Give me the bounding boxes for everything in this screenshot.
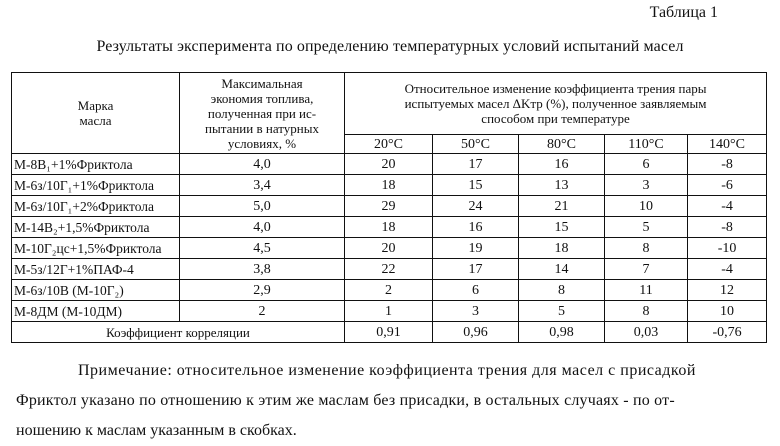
value-cell: 20 [345, 238, 433, 259]
value-cell: 15 [519, 217, 605, 238]
oil-brand: М-5з/12Г+1%ПАФ-4 [12, 259, 180, 280]
header-temp-50: 50°C [433, 135, 519, 154]
oil-brand: М-6з/10Г₁+2%Фриктола [12, 196, 180, 217]
table-row [12, 301, 767, 322]
fuel-economy: 5,0 [180, 196, 345, 217]
fuel-economy: 3,8 [180, 259, 345, 280]
value-cell: -10 [688, 238, 767, 259]
value-cell: 10 [605, 196, 688, 217]
header-temp-80: 80°C [519, 135, 605, 154]
value-cell: 11 [605, 280, 688, 301]
fuel-economy: 4,0 [180, 217, 345, 238]
table-row [12, 280, 767, 301]
correlation-value: 0,96 [433, 322, 519, 343]
table-row [12, 175, 767, 196]
oil-brand: М-6з/10Г₁+1%Фриктола [12, 175, 180, 196]
value-cell: 8 [605, 301, 688, 322]
table-row [12, 154, 767, 175]
value-cell: -8 [688, 154, 767, 175]
fuel-economy: 4,5 [180, 238, 345, 259]
oil-brand: М-6з/10В (М-10Г₂) [12, 280, 180, 301]
value-cell: 21 [519, 196, 605, 217]
value-cell: -4 [688, 259, 767, 280]
correlation-value: 0,03 [605, 322, 688, 343]
results-table [11, 72, 767, 343]
value-cell: 1 [345, 301, 433, 322]
header-temp-110: 110°C [605, 135, 688, 154]
correlation-row [12, 322, 767, 343]
value-cell: 17 [433, 154, 519, 175]
value-cell: 5 [605, 217, 688, 238]
value-cell: 3 [605, 175, 688, 196]
fuel-economy: 4,0 [180, 154, 345, 175]
value-cell: 5 [519, 301, 605, 322]
value-cell: 14 [519, 259, 605, 280]
correlation-value: 0,91 [345, 322, 433, 343]
fuel-economy: 3,4 [180, 175, 345, 196]
table-number: Таблица 1 [649, 4, 718, 21]
header-brand: Марка масла [12, 73, 180, 154]
fuel-economy: 2,9 [180, 280, 345, 301]
value-cell: 17 [433, 259, 519, 280]
value-cell: 18 [519, 238, 605, 259]
value-cell: 12 [688, 280, 767, 301]
value-cell: 13 [519, 175, 605, 196]
table-row [12, 196, 767, 217]
value-cell: 10 [688, 301, 767, 322]
header-relative-change: Относительное изменение коэффициента трения пары испытуемых масел ΔKтр (%), полученное заявляемым способом при температуре [345, 73, 767, 135]
value-cell: 8 [605, 238, 688, 259]
value-cell: 18 [345, 217, 433, 238]
value-cell: 3 [433, 301, 519, 322]
value-cell: 29 [345, 196, 433, 217]
note-line: Примечание: относительное изменение коэффициента трения для масел с присадкой [78, 362, 696, 379]
value-cell: 18 [345, 175, 433, 196]
oil-brand: М-8ДМ (М-10ДМ) [12, 301, 180, 322]
value-cell: 6 [605, 154, 688, 175]
header-temp-140: 140°C [688, 135, 767, 154]
value-cell: 2 [345, 280, 433, 301]
note-line: Фриктол указано по отношению к этим же маслам без присадки, в остальных случаях - по от- [16, 392, 675, 409]
header-temp-20: 20°C [345, 135, 433, 154]
value-cell: 16 [519, 154, 605, 175]
value-cell: 8 [519, 280, 605, 301]
table-title: Результаты эксперимента по определению температурных условий испытаний масел [96, 38, 684, 55]
note-line: ношению к маслам указанным в скобках. [16, 422, 297, 439]
oil-brand: М-14В₂+1,5%Фриктола [12, 217, 180, 238]
value-cell: 22 [345, 259, 433, 280]
table-note [16, 356, 768, 446]
oil-brand: М-10Г₂цс+1,5%Фриктола [12, 238, 180, 259]
value-cell: -6 [688, 175, 767, 196]
value-cell: 19 [433, 238, 519, 259]
oil-brand: М-8В₁+1%Фриктола [12, 154, 180, 175]
value-cell: 7 [605, 259, 688, 280]
value-cell: 15 [433, 175, 519, 196]
value-cell: 6 [433, 280, 519, 301]
correlation-value: 0,98 [519, 322, 605, 343]
correlation-value: -0,76 [688, 322, 767, 343]
table-row [12, 238, 767, 259]
header-economy: Максимальная экономия топлива, полученная при ис- пытании в натурных условиях, % [180, 73, 345, 154]
value-cell: 24 [433, 196, 519, 217]
value-cell: -8 [688, 217, 767, 238]
value-cell: -4 [688, 196, 767, 217]
table-row [12, 217, 767, 238]
value-cell: 16 [433, 217, 519, 238]
fuel-economy: 2 [180, 301, 345, 322]
table-row [12, 259, 767, 280]
value-cell: 20 [345, 154, 433, 175]
correlation-label: Коэффициент корреляции [12, 322, 345, 343]
